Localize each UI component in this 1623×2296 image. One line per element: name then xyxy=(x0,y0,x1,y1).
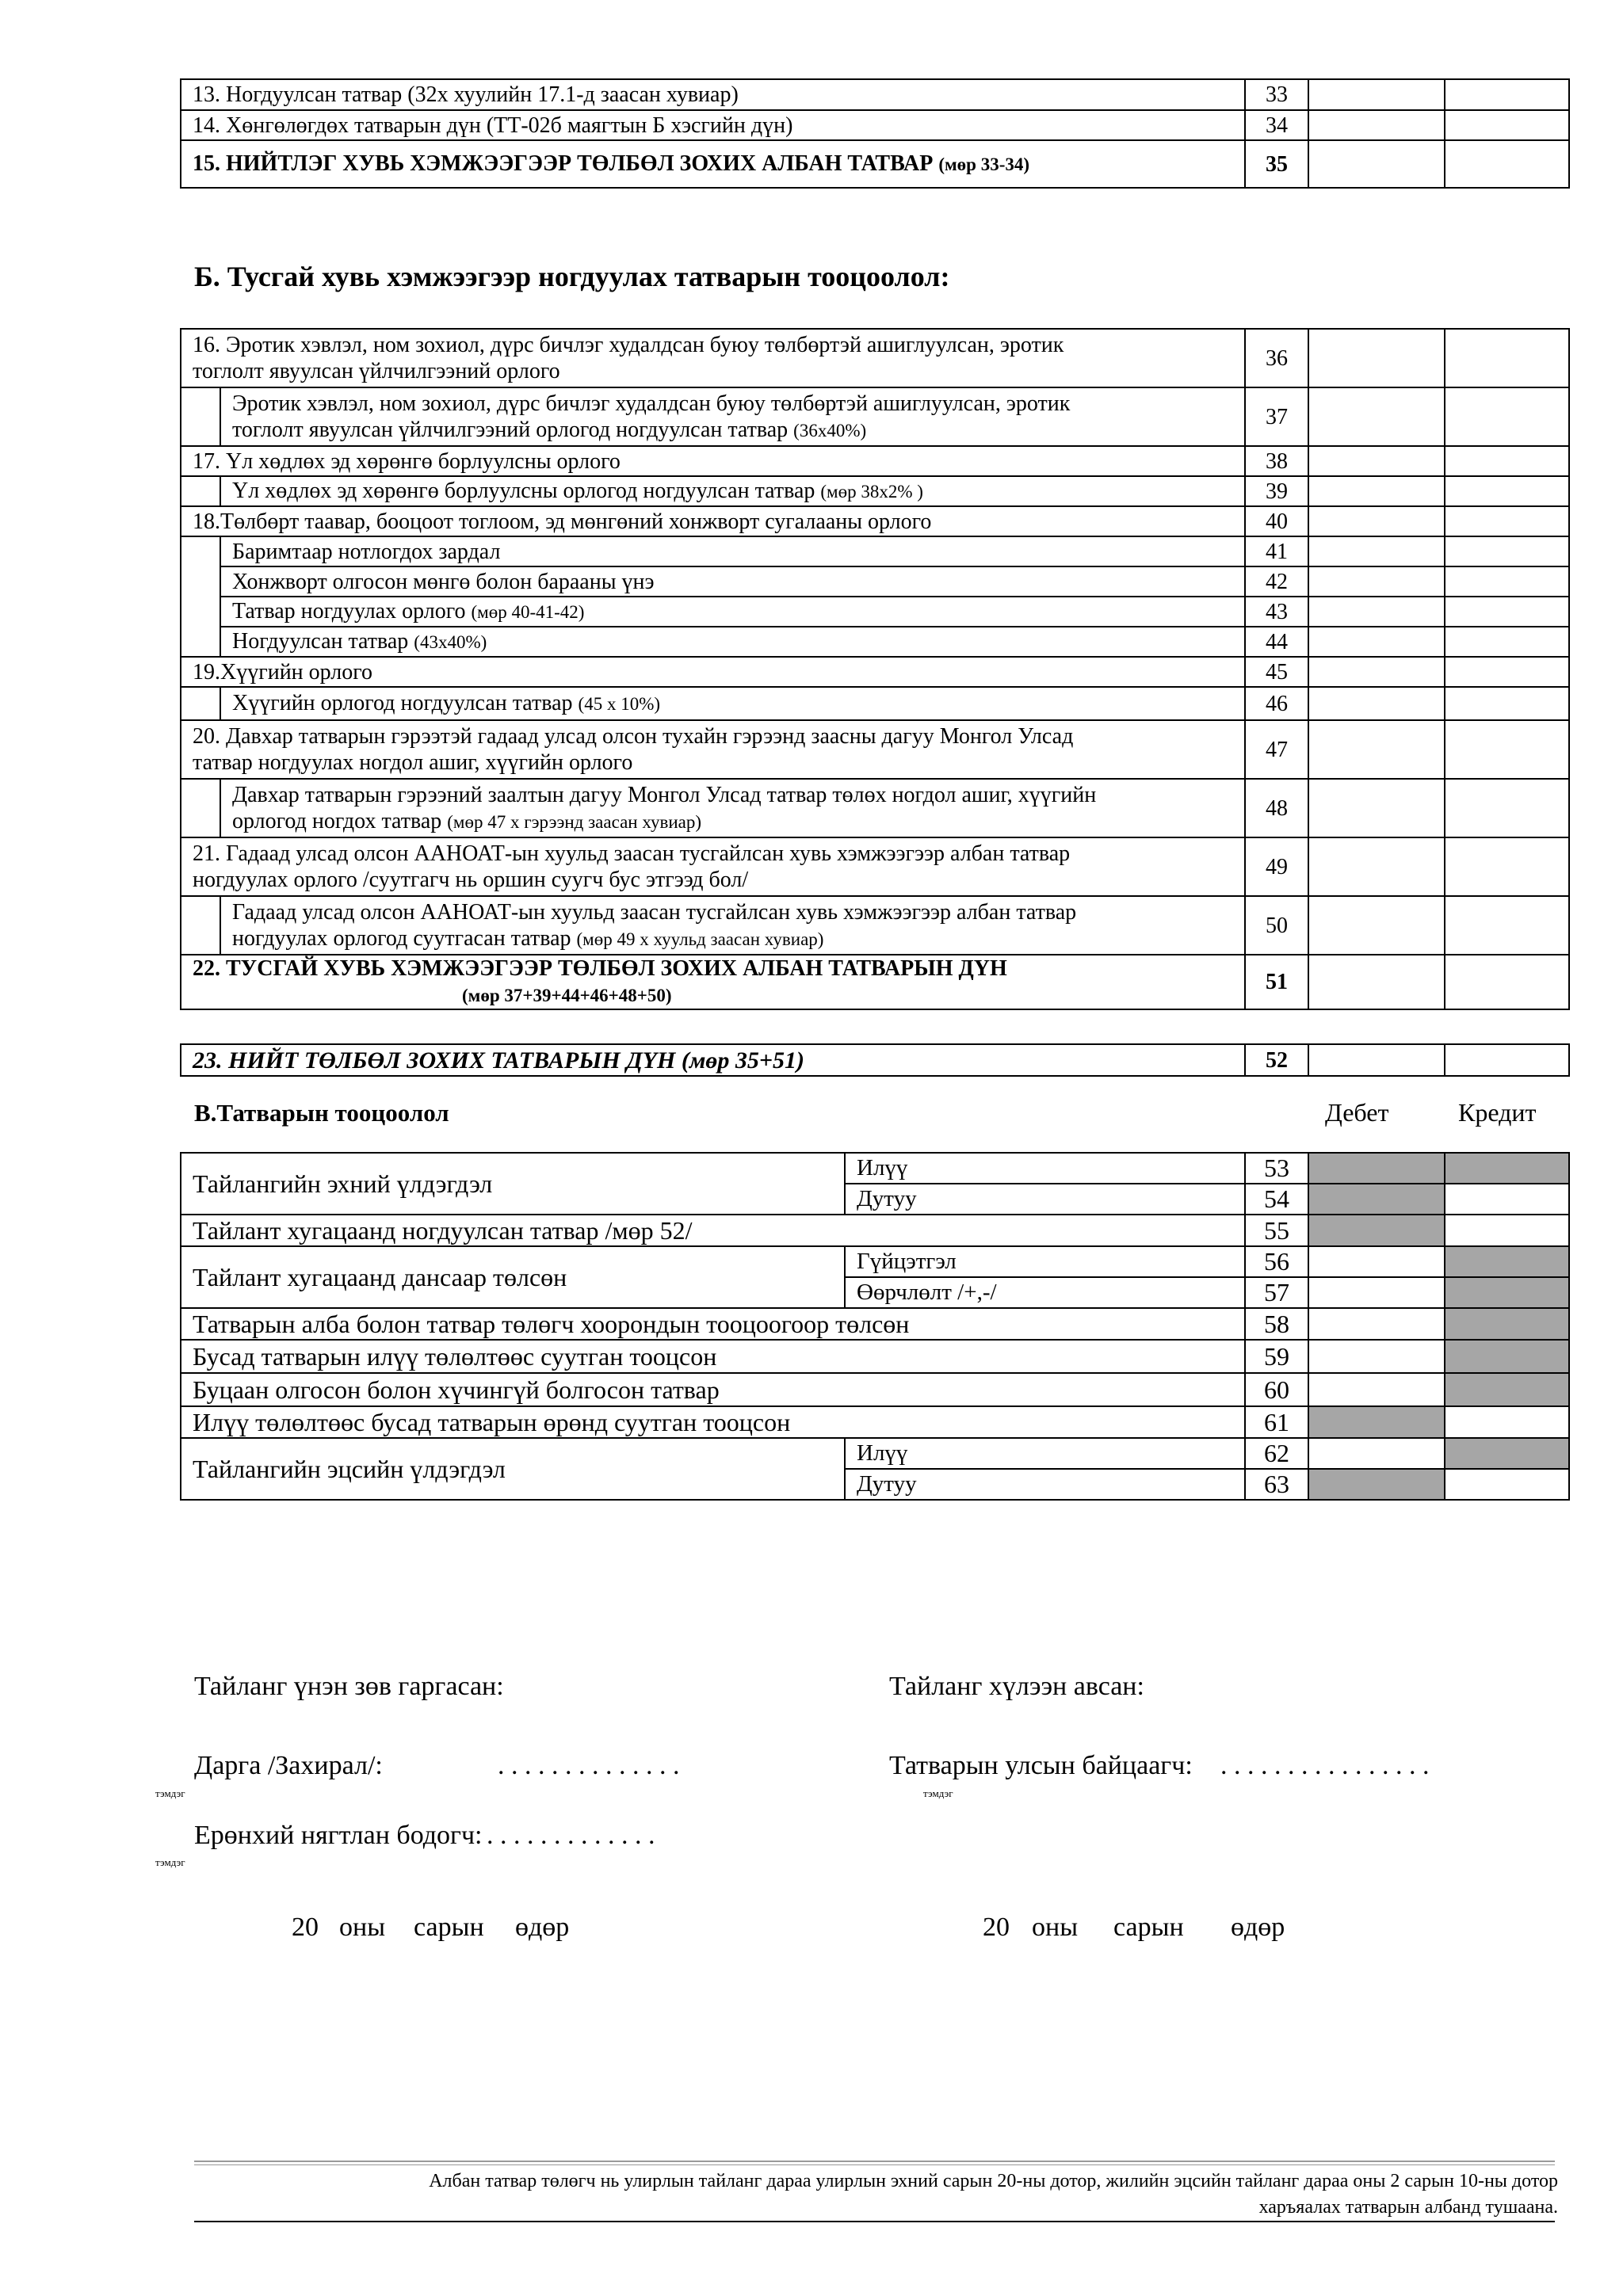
credit-cell[interactable] xyxy=(1445,687,1569,720)
paid-label: Тайлант хугацаанд дансаар төлсөн xyxy=(181,1246,845,1308)
table-row xyxy=(181,1044,1569,1076)
credit-cell[interactable] xyxy=(1445,896,1569,955)
row-label: Хүүгийн орлогод ногдуулсан татвар (45 х 10%) xyxy=(220,687,1245,720)
debit-cell[interactable] xyxy=(1308,1340,1445,1373)
row-number: 61 xyxy=(1245,1406,1308,1438)
credit-cell[interactable] xyxy=(1445,1406,1569,1438)
table-row xyxy=(181,1438,1569,1469)
row-label: Тайлант хугацаанд ногдуулсан татвар /мөр 52/ xyxy=(181,1215,1245,1246)
debit-cell[interactable] xyxy=(1308,720,1445,779)
row-label: 20. Давхар татварын гэрээтэй гадаад улсад олсон тухайн гэрээнд заасны дагуу Монгол Улсад татвар ногдуулах ногдол ашиг, хүүгийн орлого xyxy=(181,720,1245,779)
debit-cell[interactable] xyxy=(1308,566,1445,597)
row-number: 54 xyxy=(1245,1184,1308,1215)
row-label: 22. ТУСГАЙ ХУВЬ ХЭМЖЭЭГЭЭР ТӨЛБӨЛ ЗОХИХ АЛБАН ТАТВАРЫН ДҮН (мөр 37+39+44+46+48+50) xyxy=(181,955,1245,1009)
table-row xyxy=(181,955,1569,1009)
row-label: 18.Төлбөрт таавар, бооцоот тоглоом, эд мөнгөний хонжворт сугалааны орлого xyxy=(181,506,1245,536)
table-row xyxy=(181,720,1569,779)
sub-label: Дутуу xyxy=(845,1469,1245,1500)
row-label: Хонжворт олгосон мөнгө болон барааны үнэ xyxy=(220,566,1245,597)
debit-cell[interactable] xyxy=(1308,1044,1445,1076)
table-row xyxy=(181,79,1569,110)
debit-cell[interactable] xyxy=(1308,779,1445,837)
table-tax-settlement xyxy=(180,1152,1570,1501)
debit-cell[interactable] xyxy=(1308,687,1445,720)
credit-cell[interactable] xyxy=(1445,536,1569,566)
row-label: Давхар татварын гэрээний заалтын дагуу Монгол Улсад татвар төлөх ногдол ашиг, хүүгийн орлогод ногдох татвар (мөр 47 х гэрээнд заасан хувиар) xyxy=(220,779,1245,837)
date-month-label: сарын xyxy=(414,1913,484,1942)
table-row xyxy=(181,476,1569,506)
debit-cell[interactable] xyxy=(1308,1277,1445,1308)
footer-rule-top xyxy=(194,2161,1555,2165)
table-row xyxy=(181,627,1569,657)
table-special-tax xyxy=(180,328,1570,1010)
debit-cell[interactable] xyxy=(1308,1246,1445,1277)
table-row xyxy=(181,566,1569,597)
table-row xyxy=(181,387,1569,446)
table-general-tax xyxy=(180,78,1570,189)
debit-cell[interactable] xyxy=(1308,387,1445,446)
debit-cell[interactable] xyxy=(1308,627,1445,657)
row-number: 52 xyxy=(1245,1044,1308,1076)
row-label: Татварын алба болон татвар төлөгч хоорондын тооцоогоор төлсөн xyxy=(181,1308,1245,1340)
credit-cell[interactable] xyxy=(1445,837,1569,896)
debit-cell[interactable] xyxy=(1308,955,1445,1009)
row-label: Илүү төлөлтөөс бусад татварын өрөнд суутган тооцсон xyxy=(181,1406,1245,1438)
debit-cell[interactable] xyxy=(1308,1373,1445,1406)
sub-label: Дутуу xyxy=(845,1184,1245,1215)
row-number: 58 xyxy=(1245,1308,1308,1340)
inspector-label: Татварын улсын байцаагч: xyxy=(889,1751,1193,1780)
table-row xyxy=(181,506,1569,536)
debit-cell[interactable] xyxy=(1308,896,1445,955)
table-row xyxy=(181,1340,1569,1373)
row-number: 46 xyxy=(1245,687,1308,720)
row-number: 55 xyxy=(1245,1215,1308,1246)
stamp-label: тэмдэг xyxy=(155,1787,185,1799)
row-number: 45 xyxy=(1245,657,1308,687)
credit-cell[interactable] xyxy=(1445,476,1569,506)
credit-cell[interactable] xyxy=(1445,1044,1569,1076)
row-label: 19.Хүүгийн орлого xyxy=(181,657,1245,687)
table-row xyxy=(181,1153,1569,1184)
table-row xyxy=(181,140,1569,188)
credit-cell[interactable] xyxy=(1445,140,1569,188)
debit-header: Дебет xyxy=(1325,1098,1389,1127)
sub-label: Илүү xyxy=(845,1438,1245,1469)
row-number: 37 xyxy=(1245,387,1308,446)
row-label: 17. Үл хөдлөх эд хөрөнгө борлуулсны орлого xyxy=(181,446,1245,476)
credit-cell[interactable] xyxy=(1445,779,1569,837)
row-label: 21. Гадаад улсад олсон ААНОАТ-ын хуульд заасан тусгайлсан хувь хэмжээгээр албан татвар ногдуулах орлого /суутгагч нь оршин суугч бус этгээд бол/ xyxy=(181,837,1245,896)
accountant-label: Ерөнхий нягтлан бодогч: xyxy=(194,1821,483,1850)
table-row xyxy=(181,1373,1569,1406)
row-label: 14. Хөнгөлөгдөх татварын дүн (ТТ-02б маягтын Б хэсгийн дүн) xyxy=(181,110,1245,140)
row-number: 49 xyxy=(1245,837,1308,896)
section-c-title: В.Татварын тооцоолол xyxy=(194,1099,449,1127)
credit-cell[interactable] xyxy=(1445,387,1569,446)
debit-cell[interactable] xyxy=(1308,476,1445,506)
date-year: 20 xyxy=(983,1913,1010,1942)
row-number: 50 xyxy=(1245,896,1308,955)
row-number: 41 xyxy=(1245,536,1308,566)
debit-cell[interactable] xyxy=(1308,1438,1445,1469)
credit-cell[interactable] xyxy=(1445,446,1569,476)
row-label: Бусад татварын илүү төлөлтөөс суутган тооцсон xyxy=(181,1340,1245,1373)
table-row xyxy=(181,896,1569,955)
credit-cell[interactable] xyxy=(1445,329,1569,387)
table-row xyxy=(181,446,1569,476)
row-label: Татвар ногдуулах орлого (мөр 40-41-42) xyxy=(220,597,1245,627)
credit-cell[interactable] xyxy=(1445,566,1569,597)
table-row xyxy=(181,110,1569,140)
date-day-label: өдөр xyxy=(515,1913,570,1942)
sub-label: Гүйцэтгэл xyxy=(845,1246,1245,1277)
row-number: 34 xyxy=(1245,110,1308,140)
row-number: 40 xyxy=(1245,506,1308,536)
credit-cell[interactable] xyxy=(1445,657,1569,687)
credit-cell[interactable] xyxy=(1445,110,1569,140)
debit-cell[interactable] xyxy=(1308,1308,1445,1340)
row-number: 42 xyxy=(1245,566,1308,597)
credit-cell[interactable] xyxy=(1445,597,1569,627)
credit-cell[interactable] xyxy=(1445,720,1569,779)
closing-balance-label: Тайлангийн эцсийн үлдэгдэл xyxy=(181,1438,845,1500)
stamp-label: тэмдэг xyxy=(155,1856,185,1868)
row-number: 60 xyxy=(1245,1373,1308,1406)
row-number: 56 xyxy=(1245,1246,1308,1277)
date-year: 20 xyxy=(292,1913,319,1942)
row-number: 63 xyxy=(1245,1469,1308,1500)
table-row xyxy=(181,837,1569,896)
row-number: 38 xyxy=(1245,446,1308,476)
row-label: Эротик хэвлэл, ном зохиол, дүрс бичлэг худалдсан буюу төлбөртэй ашиглуулсан, эротик тоглолт явуулсан үйлчилгээний орлогод ногдуулсан татвар (36х40%) xyxy=(220,387,1245,446)
received-heading: Тайланг хүлээн авсан: xyxy=(889,1672,1144,1701)
table-total xyxy=(180,1043,1570,1077)
debit-cell[interactable] xyxy=(1308,446,1445,476)
date-year-label: оны xyxy=(1032,1913,1079,1942)
stamp-label: тэмдэг xyxy=(923,1787,953,1799)
row-label: Үл хөдлөх эд хөрөнгө борлуулсны орлогод ногдуулсан татвар (мөр 38х2% ) xyxy=(220,476,1245,506)
debit-cell[interactable] xyxy=(1308,597,1445,627)
credit-cell[interactable] xyxy=(1445,1184,1569,1215)
date-month-label: сарын xyxy=(1113,1913,1184,1942)
credit-cell[interactable] xyxy=(1445,1469,1569,1500)
row-number: 47 xyxy=(1245,720,1308,779)
debit-cell[interactable] xyxy=(1308,657,1445,687)
row-number: 51 xyxy=(1245,955,1308,1009)
sub-label: Өөрчлөлт /+,-/ xyxy=(845,1277,1245,1308)
director-label: Дарга /Захирал/: xyxy=(194,1751,383,1780)
row-number: 62 xyxy=(1245,1438,1308,1469)
row-label: 13. Ногдуулсан татвар (32х хуулийн 17.1-д заасан хувиар) xyxy=(181,79,1245,110)
credit-cell[interactable] xyxy=(1445,1215,1569,1246)
row-number: 53 xyxy=(1245,1153,1308,1184)
table-row xyxy=(181,1308,1569,1340)
debit-cell[interactable] xyxy=(1308,506,1445,536)
credit-cell[interactable] xyxy=(1445,79,1569,110)
director-signature-line[interactable]: . . . . . . . . . . . . . . xyxy=(498,1751,680,1780)
table-row xyxy=(181,597,1569,627)
accountant-signature-line[interactable]: . . . . . . . . . . . . . xyxy=(487,1821,655,1850)
table-row xyxy=(181,657,1569,687)
credit-header: Кредит xyxy=(1458,1098,1537,1127)
row-label: Гадаад улсад олсон ААНОАТ-ын хуульд заасан тусгайлсан хувь хэмжээгээр албан татвар ногдуулах орлогод суутгасан татвар (мөр 49 х хуульд заасан хувиар) xyxy=(220,896,1245,955)
row-label: 15. НИЙТЛЭГ ХУВЬ ХЭМЖЭЭГЭЭР ТӨЛБӨЛ ЗОХИХ АЛБАН ТАТВАР (мөр 33-34) xyxy=(181,140,1245,188)
row-label: 16. Эротик хэвлэл, ном зохиол, дүрс бичлэг худалдсан буюу төлбөртэй ашиглуулсан, эротик тоглолт явуулсан үйлчилгээний орлого xyxy=(181,329,1245,387)
prepared-heading: Тайланг үнэн зөв гаргасан: xyxy=(194,1672,504,1701)
debit-cell[interactable] xyxy=(1308,110,1445,140)
credit-cell[interactable] xyxy=(1445,955,1569,1009)
row-label: Буцаан олгосон болон хүчингүй болгосон татвар xyxy=(181,1373,1245,1406)
credit-cell[interactable] xyxy=(1445,506,1569,536)
row-number: 39 xyxy=(1245,476,1308,506)
date-day-label: өдөр xyxy=(1231,1913,1285,1942)
footer-note-line2: харъяалах татварын албанд тушаана. xyxy=(1258,2197,1558,2218)
debit-cell[interactable] xyxy=(1308,536,1445,566)
table-row xyxy=(181,536,1569,566)
footer-note-line1: Албан татвар төлөгч нь улирлын тайланг дараа улирлын эхний сарын 20-ны дотор, жилийн эцсийн тайланг дараа оны 2 сарын 10-ны дотор xyxy=(429,2171,1558,2191)
table-row xyxy=(181,1406,1569,1438)
row-number: 44 xyxy=(1245,627,1308,657)
row-number: 35 xyxy=(1245,140,1308,188)
footer-rule-bottom xyxy=(194,2221,1555,2222)
debit-cell[interactable] xyxy=(1308,329,1445,387)
row-number: 57 xyxy=(1245,1277,1308,1308)
inspector-signature-line[interactable]: . . . . . . . . . . . . . . . . xyxy=(1220,1751,1430,1780)
debit-cell[interactable] xyxy=(1308,837,1445,896)
debit-cell[interactable] xyxy=(1308,79,1445,110)
row-number: 33 xyxy=(1245,79,1308,110)
table-row xyxy=(181,687,1569,720)
debit-cell[interactable] xyxy=(1308,140,1445,188)
opening-balance-label: Тайлангийн эхний үлдэгдэл xyxy=(181,1153,845,1215)
table-row xyxy=(181,1246,1569,1277)
date-year-label: оны xyxy=(339,1913,386,1942)
row-label: Ногдуулсан татвар (43х40%) xyxy=(220,627,1245,657)
sub-label: Илүү xyxy=(845,1153,1245,1184)
row-number: 48 xyxy=(1245,779,1308,837)
table-row xyxy=(181,779,1569,837)
row-number: 59 xyxy=(1245,1340,1308,1373)
table-row xyxy=(181,329,1569,387)
row-number: 43 xyxy=(1245,597,1308,627)
row-number: 36 xyxy=(1245,329,1308,387)
total-label: 23. НИЙТ ТӨЛБӨЛ ЗОХИХ ТАТВАРЫН ДҮН (мөр 35+51) xyxy=(181,1044,1245,1076)
section-b-title: Б. Тусгай хувь хэмжээгээр ногдуулах татварын тооцоолол: xyxy=(194,261,950,292)
table-row xyxy=(181,1215,1569,1246)
credit-cell[interactable] xyxy=(1445,627,1569,657)
row-label: Баримтаар нотлогдох зардал xyxy=(220,536,1245,566)
